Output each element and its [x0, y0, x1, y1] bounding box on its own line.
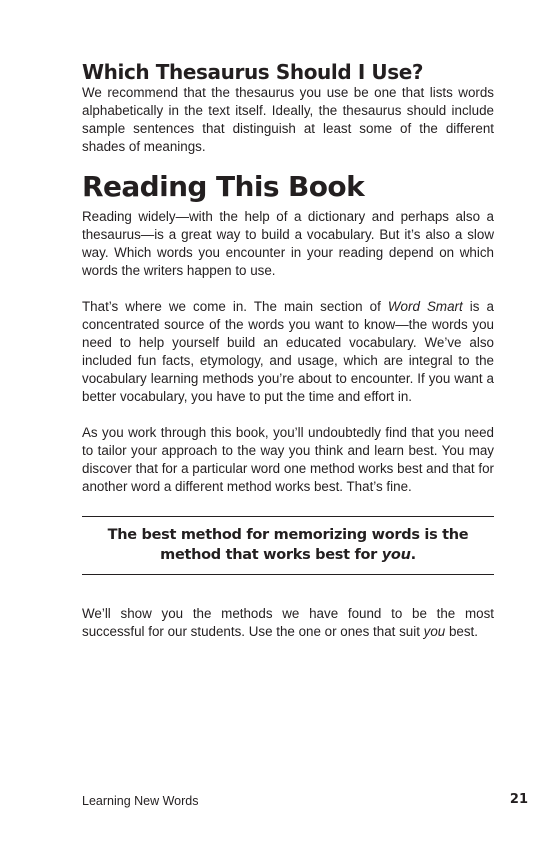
closing-end: best.	[445, 624, 479, 639]
reading-paragraph-2-start: That’s where we come in. The main section of	[82, 299, 388, 314]
book-title: Word Smart	[387, 299, 463, 314]
callout-line-2-start: method that works best for	[160, 547, 382, 563]
running-footer: Learning New Words	[82, 794, 199, 808]
callout-box	[82, 516, 494, 575]
closing-start: We’ll show you the methods we have found to be the most successful for our students. Use the one or ones that suit	[82, 606, 494, 639]
thesaurus-paragraph: We recommend that the thesaurus you use be one that lists words alphabetically in the text itself. Ideally, the thesaurus should include sample sentences that distinguish at least some of the different shades of meanings.	[82, 85, 494, 154]
callout-line-2	[92, 545, 484, 565]
page-content	[82, 60, 494, 641]
section-heading-thesaurus: Which Thesaurus Should I Use?	[82, 60, 424, 84]
callout-emphasis: you	[381, 547, 411, 563]
closing-emphasis: you	[423, 624, 446, 639]
reading-paragraph-2-end: is a concentrated source of the words you want to know—the words you need to help yourself build an educated vocabulary. We’ve also included fun facts, etymology, and usage, which are integral to the vocabulary learning methods you’re about to encounter. If you want a better vocabulary, you have to put the time and effort in.	[82, 299, 494, 404]
callout-line-1: The best method for memorizing words is the	[107, 527, 469, 543]
section-heading-reading: Reading This Book	[82, 170, 365, 203]
reading-paragraph-3: As you work through this book, you’ll undoubtedly find that you need to tailor your approach to the way you think and learn best. You may discover that for a particular word one method works best and that for another word a different method works best. That’s fine.	[82, 425, 494, 494]
closing-paragraph	[82, 605, 494, 641]
reading-paragraph-2	[82, 298, 494, 406]
page-number: 21	[509, 792, 528, 807]
callout-line-2-end: .	[410, 547, 416, 563]
reading-paragraph-1: Reading widely—with the help of a dictionary and perhaps also a thesaurus—is a great way to build a vocabulary. But it’s also a slow way. Which words you encounter in your reading depend on which words the writers happen to use.	[82, 209, 494, 278]
